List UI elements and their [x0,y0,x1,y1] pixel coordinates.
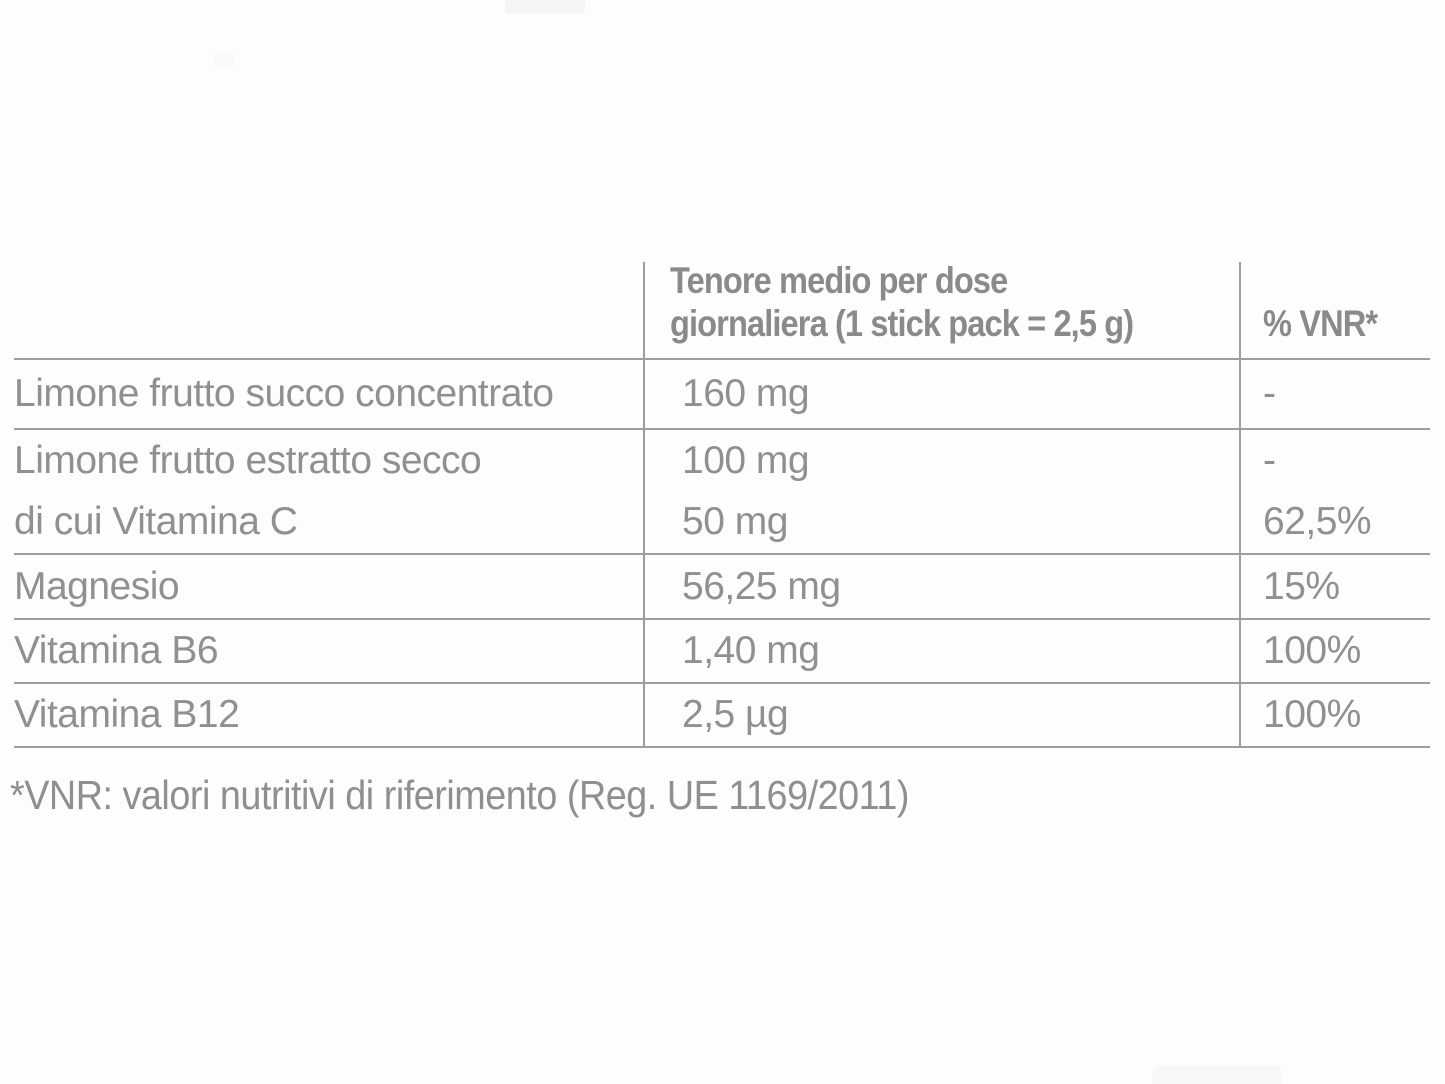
table-row [14,358,1430,428]
ingredient-label: Limone frutto succo concentrato [14,372,554,415]
ingredient-label: Vitamina B6 [14,629,219,672]
nutrition-table [14,259,1430,748]
dose-value: 50 mg [682,500,788,544]
vnr-value: 62,5% [1263,500,1372,544]
vnr-value: 100% [1239,620,1430,682]
vnr-value: - [1239,360,1430,428]
table-row [14,553,1430,618]
cropped-artifact-bottom-right [1152,1066,1282,1084]
ingredient-label: Magnesio [14,564,180,608]
ingredient-label: Limone frutto estratto secco [14,438,482,482]
header-vnr-label: % VNR* [1263,303,1378,345]
table-row [14,618,1430,682]
header-empty-cell [14,262,643,358]
ingredient-label: Vitamina B12 [14,693,240,736]
table-row [14,682,1430,748]
vnr-value: 15% [1239,555,1430,618]
dose-value-group [643,430,1239,553]
vnr-footnote: *VNR: valori nutritivi di riferimento (Reg. UE 1169/2011) [10,772,909,818]
ingredient-label-group [14,430,643,553]
vnr-value: 100% [1239,684,1430,746]
vnr-value-group [1239,430,1430,553]
table-row [14,428,1430,553]
dose-value: 1,40 mg [643,620,1239,682]
vnr-value: - [1263,438,1276,482]
cropped-artifact-top [505,0,585,14]
header-dose-cell [643,259,1239,358]
dose-value: 100 mg [682,438,810,482]
dose-value: 160 mg [643,360,1239,428]
dose-value: 56,25 mg [643,555,1239,618]
header-vnr-cell [1239,262,1430,358]
dose-value: 2,5 µg [643,684,1239,746]
table-header-row [14,259,1430,358]
header-dose-label: Tenore medio per dose giornaliera (1 stick pack = 2,5 g) [670,259,1134,345]
ingredient-sublabel: di cui Vitamina C [14,500,298,544]
cropped-artifact-top-left [214,52,234,70]
